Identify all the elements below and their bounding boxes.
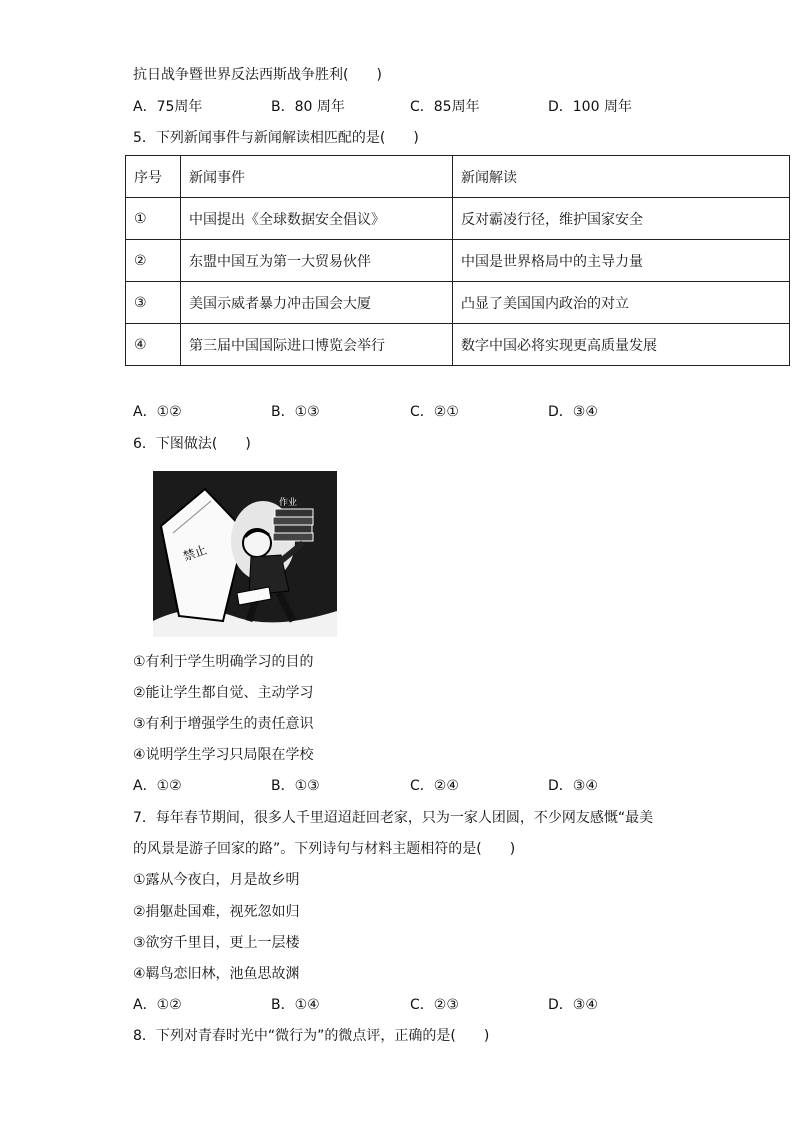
table-header-row [126,156,790,198]
question-6-item-3: ③有利于增强学生的责任意识 [133,716,314,732]
question-4-continuation: 抗日战争暨世界反法西斯战争胜利( ) [133,67,382,83]
cartoon-image [153,471,337,637]
option-b: B．①③ [271,404,320,420]
table-cell: 中国是世界格局中的主导力量 [453,240,790,282]
question-6-stem: 6．下图做法( ) [133,436,251,452]
option-a: A．①② [133,404,182,420]
table-cell: 数字中国必将实现更高质量发展 [453,324,790,366]
option-c: C．②③ [410,997,459,1013]
question-7-item-4: ④羁鸟恋旧林，池鱼思故渊 [133,966,300,982]
option-a: A．75周年 [133,99,203,115]
header-cell: 新闻解读 [453,156,790,198]
question-7-item-1: ①露从今夜白，月是故乡明 [133,872,300,888]
question-7-stem-line-2: 的风景是游子回家的路”。下列诗句与材料主题相符的是( ) [133,841,516,857]
option-d: D．③④ [548,404,598,420]
table-cell: ② [126,240,181,282]
question-8-stem: 8．下列对青春时光中“微行为”的微点评，正确的是( ) [133,1028,490,1044]
option-b: B．80 周年 [271,99,345,115]
table-cell: 中国提出《全球数据安全倡议》 [181,198,453,240]
question-6-item-1: ①有利于学生明确学习的目的 [133,654,314,670]
option-a: A．①② [133,997,182,1013]
option-d: D．③④ [548,997,598,1013]
table-row [126,198,790,240]
table-cell: 凸显了美国国内政治的对立 [453,282,790,324]
table-cell: ④ [126,324,181,366]
table-row [126,240,790,282]
table-cell: 反对霸凌行径，维护国家安全 [453,198,790,240]
cartoon-ban-text: 禁止 [181,542,209,564]
question-5-stem: 5．下列新闻事件与新闻解读相匹配的是( ) [133,130,419,146]
option-c: C．②④ [410,778,459,794]
news-table [125,155,790,366]
option-c: C．85周年 [410,99,480,115]
option-b: B．①③ [271,778,320,794]
cartoon-homework-text: 作业 [279,498,298,508]
table-cell: 东盟中国互为第一大贸易伙伴 [181,240,453,282]
table-row [126,324,790,366]
table-cell: 第三届中国国际进口博览会举行 [181,324,453,366]
table-cell: 美国示威者暴力冲击国会大厦 [181,282,453,324]
header-cell: 序号 [126,156,181,198]
question-7-item-2: ②捐躯赴国难，视死忽如归 [133,904,300,920]
header-cell: 新闻事件 [181,156,453,198]
question-7-stem-line-1: 7．每年春节期间，很多人千里迢迢赶回老家，只为一家人团圆，不少网友感慨“最美 [133,810,654,826]
table-cell: ① [126,198,181,240]
question-7-item-3: ③欲穷千里目，更上一层楼 [133,935,300,951]
question-6-item-2: ②能让学生都自觉、主动学习 [133,685,314,701]
option-c: C．②① [410,404,459,420]
question-6-item-4: ④说明学生学习只局限在学校 [133,747,314,763]
table-row [126,282,790,324]
table-cell: ③ [126,282,181,324]
option-b: B．①④ [271,997,320,1013]
option-d: D．100 周年 [548,99,632,115]
option-a: A．①② [133,778,182,794]
option-d: D．③④ [548,778,598,794]
